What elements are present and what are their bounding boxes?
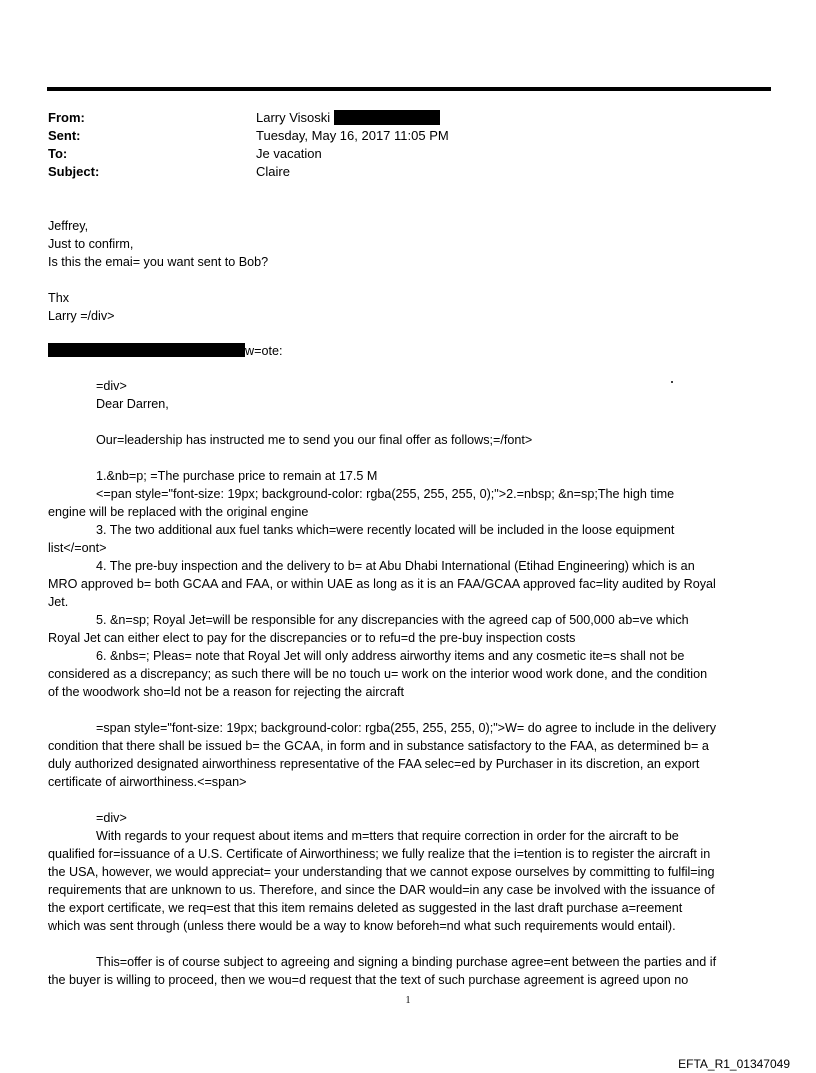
offer-item-4-cont: Jet. — [48, 595, 69, 609]
subject-label: Subject: — [48, 164, 100, 179]
to-label: To: — [48, 146, 68, 161]
body-line: Our=leadership has instructed me to send you our final offer as follows;=/font> — [96, 433, 533, 447]
offer-item-6-cont: of the woodwork sho=ld not be a reason for rejecting the aircraft — [48, 685, 404, 699]
sent-value: Tuesday, May 16, 2017 11:05 PM — [256, 128, 449, 143]
to-value: Je vacation — [256, 146, 322, 161]
offer-item-3-cont: list</=ont> — [48, 541, 107, 555]
body-line: =div> — [96, 811, 127, 825]
greeting: Dear Darren, — [96, 397, 169, 411]
redaction-box — [48, 343, 245, 357]
body-line: condition that there shall be issued b= the GCAA, in form and in substance satisfactory to the FAA, as determined b= a — [48, 739, 709, 753]
offer-item-6-cont: considered as a discrepancy; as such there will be no touch u= work on the interior wood work done, and the condition — [48, 667, 708, 681]
page-number: 1 — [405, 995, 411, 1006]
body-line: Thx — [48, 291, 69, 305]
body-line: Larry =/div> — [48, 309, 115, 323]
from-label: From: — [48, 110, 85, 125]
offer-item-1: 1.&nb=p; =The purchase price to remain at 17.5 M — [96, 469, 378, 483]
body-line: qualified for=issuance of a U.S. Certificate of Airworthiness; we fully realize that the i=tention is to register the aircraft in — [48, 847, 711, 861]
stray-dot — [671, 381, 673, 383]
offer-item-5-cont: Royal Jet can either elect to pay for the discrepancies or to refu=d the pre-buy inspection costs — [48, 631, 576, 645]
from-value: Larry Visoski — [256, 109, 440, 127]
offer-item-4: 4. The pre-buy inspection and the delivery to b= at Abu Dhabi International (Etihad Engineering) which is an — [96, 559, 695, 573]
redaction-box — [334, 110, 440, 125]
offer-item-2: <=pan style="font-size: 19px; background-color: rgba(255, 255, 255, 0);">2.=nbsp; &n=sp;The high time — [96, 487, 675, 501]
body-line: which was sent through (unless there would be a way to know beforeh=nd what such requirements would entail). — [48, 919, 676, 933]
body-line: the buyer is willing to proceed, then we wou=d request that the text of such purchase agreement is agreed upon no — [48, 973, 689, 987]
body-line: the USA, however, we would appreciat= your understanding that we cannot expose ourselves by committing to fulfil=ing — [48, 865, 715, 879]
body-line: =div> — [96, 379, 127, 393]
header-rule — [47, 87, 771, 91]
body-line: =span style="font-size: 19px; background-color: rgba(255, 255, 255, 0);">W= do agree to include in the delivery — [96, 721, 717, 735]
offer-item-3: 3. The two additional aux fuel tanks which=were recently located will be included in the loose equipment — [96, 523, 675, 537]
subject-value: Claire — [256, 164, 290, 179]
body-line: Is this the emai= you want sent to Bob? — [48, 255, 269, 269]
quote-intro: w=ote: — [48, 342, 282, 360]
offer-item-4-cont: MRO approved b= both GCAA and FAA, or within UAE as long as it is an FAA/GCAA approved fac=lity audited by Royal — [48, 577, 716, 591]
body-line: certificate of airworthiness.<=span> — [48, 775, 247, 789]
body-line: Jeffrey, — [48, 219, 89, 233]
body-line: This=offer is of course subject to agreeing and signing a binding purchase agree=ent between the parties and if — [96, 955, 717, 969]
body-line: With regards to your request about items and m=tters that require correction in order for the aircraft to be — [96, 829, 679, 843]
offer-item-5: 5. &n=sp; Royal Jet=will be responsible for any discrepancies with the agreed cap of 500,000 ab=ve which — [96, 613, 689, 627]
offer-item-6: 6. &nbs=; Pleas= note that Royal Jet will only address airworthy items and any cosmetic ite=s shall not be — [96, 649, 685, 663]
document-id: EFTA_R1_01347049 — [678, 1057, 790, 1071]
body-line: Just to confirm, — [48, 237, 134, 251]
body-line: requirements that are unknown to us. Therefore, and since the DAR would=in any case be involved with the issuance of — [48, 883, 715, 897]
offer-item-2-cont: engine will be replaced with the original engine — [48, 505, 309, 519]
body-line: duly authorized designated airworthiness representative of the FAA selec=ed by Purchaser in its discretion, an export — [48, 757, 700, 771]
sent-label: Sent: — [48, 128, 81, 143]
body-line: the export certificate, we req=est that this item remains deleted as suggested in the last draft purchase a=reement — [48, 901, 683, 915]
